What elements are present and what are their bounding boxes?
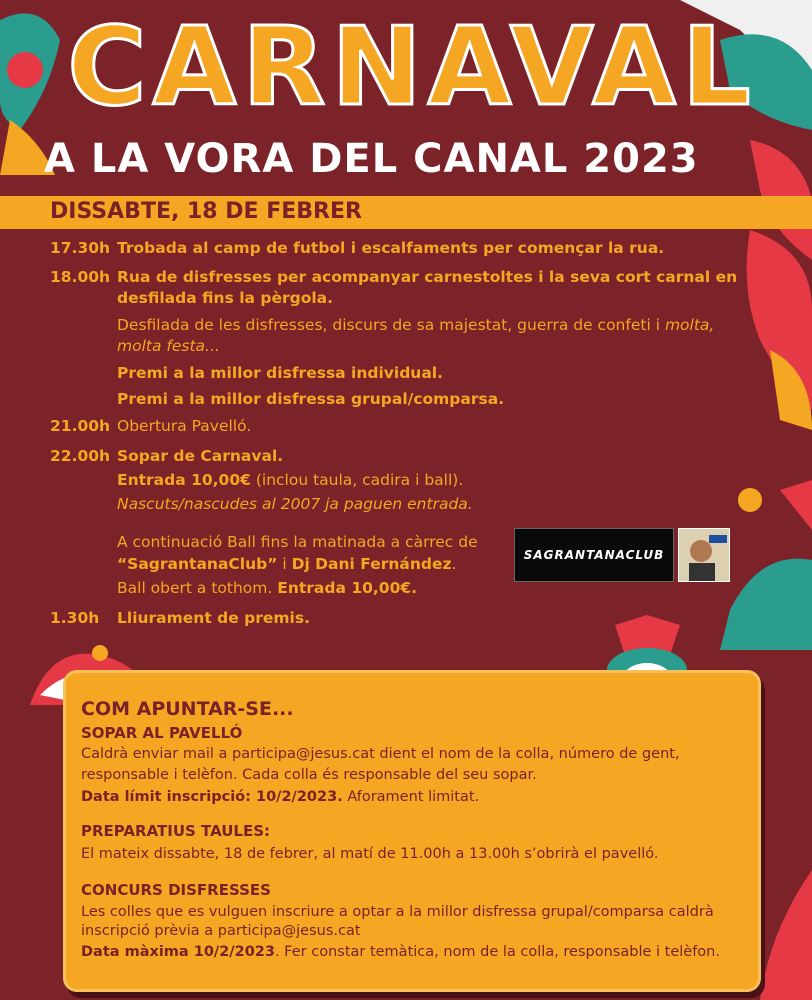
performer-dj: Dj Dani Fernández [291, 555, 452, 573]
ball-info-performers: “SagrantanaClub” i Dj Dani Fernández. [117, 555, 457, 573]
concurs-deadline-note: . Fer constar temàtica, nom de la colla, responsable i telèfon. [274, 944, 720, 960]
schedule-time: 17.30h [50, 239, 111, 257]
concurs-deadline-date: Data màxima 10/2/2023 [81, 944, 275, 960]
signup-heading: COM APUNTAR-SE... [81, 698, 294, 720]
schedule-description: Sopar de Carnaval. [117, 447, 284, 465]
taules-text: El mateix dissabte, 18 de febrer, al matí de 11.00h a 13.00h s’obrirà el pavelló. [81, 846, 659, 862]
poster-subtitle: A LA VORA DEL CANAL 2023 [44, 136, 699, 182]
schedule-description: Obertura Pavelló. [117, 417, 252, 435]
ball-info: A continuació Ball fins la matinada a càrrec de [117, 533, 478, 551]
detail-text: Desfilada de les disfresses, discurs de sa majestat, guerra de confeti i [117, 316, 660, 334]
performer-club: “SagrantanaClub” [117, 555, 278, 573]
sopar-title: SOPAR AL PAVELLÓ [81, 724, 243, 742]
sopar-text: Caldrà enviar mail a participa@jesus.cat dient el nom de la colla, número de gent, [81, 746, 680, 762]
ball-entry [117, 578, 537, 599]
schedule-detail-cont: molta festa... [117, 337, 220, 355]
concurs-text-cont: inscripció prèvia a participa@jesus.cat [81, 923, 361, 939]
sopar-deadline [81, 788, 741, 806]
poster-title: CARNAVAL [67, 5, 757, 130]
schedule-description-cont: desfilada fins la pèrgola. [117, 289, 334, 307]
schedule-description: Lliurament de premis. [117, 609, 310, 627]
conjunction: i [282, 555, 287, 573]
schedule-description: Rua de disfresses per acompanyar carnestoltes i la seva cort carnal en [117, 268, 738, 286]
sagrantanaclub-logo: SAGRANTANACLUB [514, 528, 674, 582]
entry-price-bold: Entrada 10,00€ [117, 471, 251, 489]
dj-portrait-icon [679, 529, 729, 581]
age-note: Nascuts/nascudes al 2007 ja paguen entrada. [117, 495, 473, 513]
sopar-deadline-date: Data límit inscripció: 10/2/2023. [81, 789, 343, 805]
entry-price-note: (inclou taula, cadira i ball). [255, 471, 464, 489]
concurs-deadline [81, 943, 741, 961]
sopar-capacity-note: Aforament limitat. [347, 789, 480, 805]
detail-italic: molta festa [117, 337, 206, 355]
schedule-time: 1.30h [50, 609, 100, 627]
schedule-time: 21.00h [50, 417, 111, 435]
decorative-bottom-right [760, 870, 812, 1000]
schedule-detail [117, 315, 757, 336]
detail-italic: molta, [664, 316, 715, 334]
taules-title: PREPARATIUS TAULES: [81, 822, 271, 840]
concurs-title: CONCURS DISFRESSES [81, 881, 271, 899]
schedule-description: Trobada al camp de futbol i escalfaments per començar la rua. [117, 239, 665, 257]
schedule-time: 22.00h [50, 447, 111, 465]
concurs-text: Les colles que es vulguen inscriure a optar a la millor disfressa grupal/comparsa caldrà [81, 904, 714, 920]
ball-price: Entrada 10,00€. [277, 579, 418, 597]
sopar-text-cont: responsable i telèfon. Cada colla és responsable del seu sopar. [81, 767, 537, 783]
schedule-time: 18.00h [50, 268, 111, 286]
prize-individual: Premi a la millor disfressa individual. [117, 364, 443, 382]
ball-open-text: Ball obert a tothom. [117, 579, 273, 597]
dj-photo [678, 528, 730, 582]
prize-group: Premi a la millor disfressa grupal/comparsa. [117, 390, 505, 408]
event-date: DISSABTE, 18 DE FEBRER [50, 199, 362, 224]
entry-price [117, 470, 757, 491]
